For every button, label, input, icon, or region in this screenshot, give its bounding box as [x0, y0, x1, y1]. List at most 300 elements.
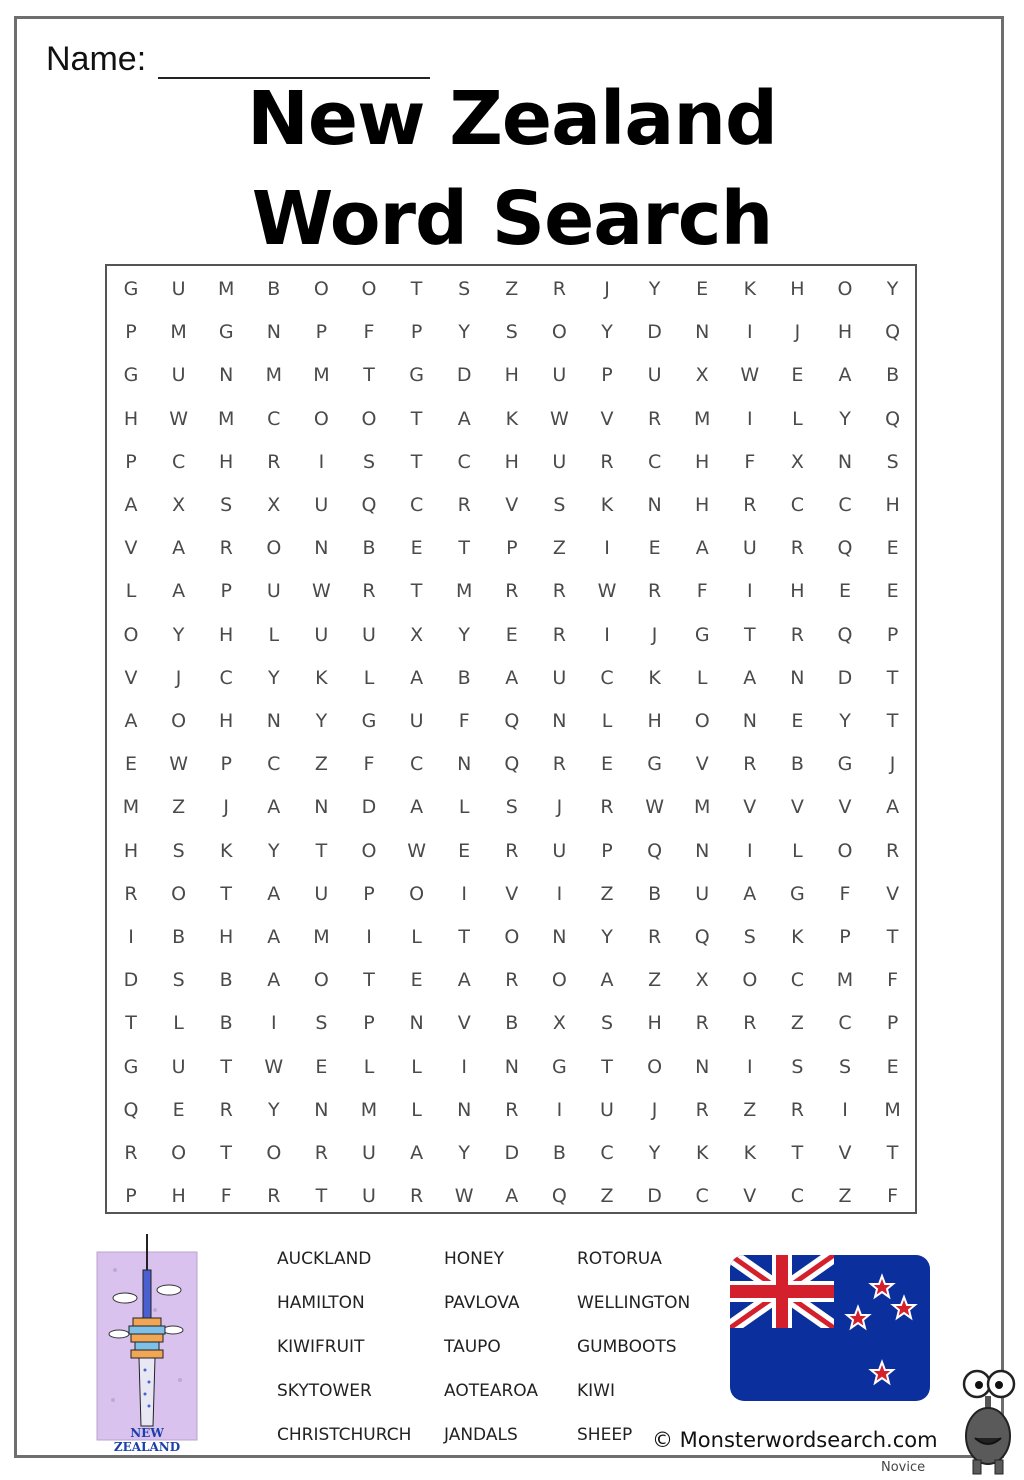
grid-letter[interactable]: X [172, 494, 186, 516]
grid-letter[interactable]: O [837, 278, 853, 300]
grid-letter[interactable]: G [409, 364, 424, 387]
grid-letter[interactable]: B [267, 278, 281, 300]
grid-letter[interactable]: Z [838, 1185, 852, 1208]
grid-letter[interactable]: J [604, 278, 610, 300]
grid-letter[interactable]: D [456, 364, 472, 387]
grid-letter[interactable]: N [647, 494, 662, 516]
grid-letter[interactable]: X [410, 623, 424, 646]
grid-letter[interactable]: N [266, 321, 281, 344]
grid-letter[interactable]: M [265, 364, 282, 387]
grid-letter[interactable]: A [457, 969, 471, 992]
grid-letter[interactable]: J [556, 796, 563, 819]
grid-letter[interactable]: Q [885, 407, 901, 430]
grid-letter[interactable]: B [648, 882, 662, 905]
grid-letter[interactable]: G [361, 710, 377, 732]
grid-letter[interactable]: F [696, 580, 708, 603]
grid-letter[interactable]: S [553, 494, 566, 516]
grid-letter[interactable]: Y [601, 926, 613, 948]
grid-letter[interactable]: H [504, 450, 519, 473]
grid-letter[interactable]: Z [552, 537, 566, 560]
grid-letter[interactable]: C [457, 450, 471, 473]
grid-letter[interactable]: O [551, 321, 567, 344]
grid-letter[interactable]: N [314, 1098, 329, 1121]
grid-letter[interactable]: E [410, 537, 423, 560]
grid-letter[interactable]: O [171, 1142, 187, 1164]
grid-letter[interactable]: D [504, 1142, 520, 1164]
grid-letter[interactable]: I [746, 1055, 753, 1078]
grid-letter[interactable]: L [458, 796, 470, 819]
grid-letter[interactable]: C [838, 1012, 852, 1035]
grid-letter[interactable]: W [645, 796, 664, 819]
grid-letter[interactable]: R [647, 926, 662, 948]
grid-letter[interactable]: U [600, 1098, 614, 1121]
grid-letter[interactable]: U [552, 364, 567, 387]
grid-letter[interactable]: N [695, 1055, 710, 1078]
grid-letter[interactable]: W [311, 580, 331, 603]
grid-letter[interactable]: I [556, 882, 563, 905]
grid-letter[interactable]: W [264, 1055, 284, 1078]
grid-letter[interactable]: R [219, 1098, 233, 1121]
grid-letter[interactable]: Y [648, 278, 661, 300]
grid-letter[interactable]: U [409, 710, 424, 732]
grid-letter[interactable]: C [171, 450, 186, 473]
grid-letter[interactable]: A [410, 796, 424, 819]
grid-letter[interactable]: Q [504, 710, 520, 732]
grid-letter[interactable]: R [600, 450, 614, 473]
grid-letter[interactable]: H [790, 580, 805, 603]
grid-letter[interactable]: L [268, 623, 280, 646]
grid-letter[interactable]: T [458, 537, 470, 560]
grid-letter[interactable]: D [123, 969, 139, 992]
grid-letter[interactable]: Q [694, 926, 710, 948]
grid-letter[interactable]: T [410, 407, 423, 430]
grid-letter[interactable]: T [791, 1142, 804, 1164]
grid-letter[interactable]: M [455, 580, 473, 603]
grid-letter[interactable]: Y [886, 278, 899, 300]
grid-letter[interactable]: F [363, 753, 375, 776]
grid-letter[interactable]: U [552, 666, 567, 689]
grid-letter[interactable]: J [223, 796, 229, 819]
grid-letter[interactable]: T [601, 1055, 613, 1078]
grid-letter[interactable]: L [792, 407, 803, 430]
grid-letter[interactable]: F [887, 1185, 899, 1208]
grid-letter[interactable]: N [552, 926, 567, 948]
grid-letter[interactable]: P [315, 321, 328, 344]
grid-letter[interactable]: I [128, 926, 134, 948]
grid-letter[interactable]: R [409, 1185, 424, 1208]
grid-letter[interactable]: X [695, 969, 709, 992]
grid-letter[interactable]: R [695, 1098, 709, 1121]
grid-letter[interactable]: Y [315, 710, 328, 732]
grid-letter[interactable]: Y [648, 1142, 661, 1164]
grid-letter[interactable]: U [742, 537, 757, 560]
grid-letter[interactable]: H [885, 494, 900, 516]
grid-letter[interactable]: E [315, 1055, 328, 1078]
grid-letter[interactable]: U [314, 882, 329, 905]
grid-letter[interactable]: S [838, 1055, 852, 1078]
grid-letter[interactable]: N [695, 839, 710, 862]
grid-letter[interactable]: O [409, 882, 425, 905]
grid-letter[interactable]: Y [839, 407, 851, 430]
grid-letter[interactable]: R [647, 407, 662, 430]
grid-letter[interactable]: L [411, 926, 422, 948]
grid-letter[interactable]: B [505, 1012, 519, 1035]
grid-letter[interactable]: Y [267, 666, 280, 689]
grid-letter[interactable]: S [220, 494, 233, 516]
grid-letter[interactable]: V [124, 537, 138, 560]
grid-letter[interactable]: B [790, 753, 804, 776]
grid-letter[interactable]: T [125, 1012, 137, 1035]
grid-letter[interactable]: I [366, 926, 372, 948]
grid-letter[interactable]: B [886, 364, 900, 387]
grid-letter[interactable]: E [886, 537, 899, 560]
grid-letter[interactable]: C [600, 1142, 614, 1164]
grid-letter[interactable]: E [791, 364, 804, 387]
grid-letter[interactable]: A [267, 926, 281, 948]
grid-letter[interactable]: M [313, 364, 330, 387]
grid-letter[interactable]: O [123, 623, 139, 646]
grid-letter[interactable]: R [267, 1185, 281, 1208]
grid-letter[interactable]: V [743, 796, 757, 819]
grid-letter[interactable]: K [695, 1142, 709, 1164]
grid-letter[interactable]: W [740, 364, 760, 387]
grid-letter[interactable]: P [506, 537, 518, 560]
grid-letter[interactable]: T [363, 969, 375, 992]
grid-letter[interactable]: H [123, 407, 139, 430]
grid-letter[interactable]: L [363, 1055, 375, 1078]
grid-letter[interactable]: N [457, 753, 472, 776]
grid-letter[interactable]: D [837, 666, 853, 689]
grid-letter[interactable]: D [647, 321, 662, 344]
grid-letter[interactable]: K [648, 666, 661, 689]
grid-letter[interactable]: A [172, 580, 186, 603]
grid-letter[interactable]: A [600, 969, 614, 992]
grid-letter[interactable]: T [315, 1185, 328, 1208]
grid-letter[interactable]: H [219, 926, 234, 948]
grid-letter[interactable]: R [647, 580, 662, 603]
grid-letter[interactable]: P [220, 753, 232, 776]
grid-letter[interactable]: C [600, 666, 614, 689]
grid-letter[interactable]: Z [648, 969, 662, 992]
grid-letter[interactable]: P [125, 450, 137, 473]
grid-letter[interactable]: R [743, 1012, 757, 1035]
grid-letter[interactable]: R [743, 494, 757, 516]
grid-letter[interactable]: T [220, 1055, 232, 1078]
grid-letter[interactable]: M [884, 1098, 901, 1121]
grid-letter[interactable]: T [315, 839, 328, 862]
grid-letter[interactable]: H [790, 278, 805, 300]
grid-letter[interactable]: Y [267, 839, 280, 862]
grid-letter[interactable]: V [695, 753, 709, 776]
grid-letter[interactable]: C [409, 753, 424, 776]
grid-letter[interactable]: R [743, 753, 757, 776]
grid-letter[interactable]: Y [458, 1142, 470, 1164]
grid-letter[interactable]: T [410, 450, 423, 473]
grid-letter[interactable]: B [457, 666, 471, 689]
grid-letter[interactable]: X [695, 364, 709, 387]
grid-letter[interactable]: B [362, 537, 376, 560]
grid-letter[interactable]: U [695, 882, 710, 905]
grid-letter[interactable]: V [886, 882, 900, 905]
grid-letter[interactable]: A [695, 537, 709, 560]
grid-letter[interactable]: M [313, 926, 330, 948]
grid-letter[interactable]: Z [314, 753, 328, 776]
grid-letter[interactable]: E [648, 537, 661, 560]
grid-letter[interactable]: M [122, 796, 140, 819]
grid-letter[interactable]: H [219, 710, 234, 732]
grid-letter[interactable]: O [313, 407, 329, 430]
grid-letter[interactable]: L [363, 666, 375, 689]
grid-letter[interactable]: N [219, 364, 234, 387]
grid-letter[interactable]: K [219, 839, 233, 862]
grid-letter[interactable]: H [695, 494, 710, 516]
grid-letter[interactable]: W [169, 753, 188, 776]
grid-letter[interactable]: A [505, 1185, 519, 1208]
grid-letter[interactable]: M [170, 321, 187, 344]
grid-letter[interactable]: V [505, 882, 519, 905]
grid-letter[interactable]: S [886, 450, 899, 473]
grid-letter[interactable]: E [410, 969, 423, 992]
grid-letter[interactable]: T [886, 710, 899, 732]
grid-letter[interactable]: R [552, 623, 566, 646]
grid-letter[interactable]: P [601, 364, 613, 387]
grid-letter[interactable]: Y [458, 623, 470, 646]
grid-letter[interactable]: U [171, 278, 186, 300]
grid-letter[interactable]: S [743, 926, 756, 948]
grid-letter[interactable]: T [743, 623, 756, 646]
grid-letter[interactable]: W [169, 407, 188, 430]
grid-letter[interactable]: H [647, 710, 662, 732]
grid-letter[interactable]: N [314, 537, 329, 560]
grid-letter[interactable]: Z [600, 1185, 614, 1208]
grid-letter[interactable]: N [504, 1055, 519, 1078]
grid-letter[interactable]: U [314, 494, 329, 516]
grid-letter[interactable]: R [124, 882, 138, 905]
grid-letter[interactable]: Z [172, 796, 186, 819]
grid-letter[interactable]: V [838, 1142, 852, 1164]
grid-letter[interactable]: Q [123, 1098, 139, 1121]
grid-letter[interactable]: S [458, 278, 471, 300]
grid-letter[interactable]: R [219, 537, 233, 560]
grid-letter[interactable]: H [837, 321, 853, 344]
grid-letter[interactable]: F [744, 450, 756, 473]
grid-letter[interactable]: Y [172, 623, 185, 646]
grid-letter[interactable]: A [410, 1142, 424, 1164]
grid-letter[interactable]: P [886, 1012, 899, 1035]
grid-letter[interactable]: Q [551, 1185, 567, 1208]
grid-letter[interactable]: B [172, 926, 186, 948]
grid-letter[interactable]: V [600, 407, 614, 430]
grid-letter[interactable]: F [458, 710, 470, 732]
grid-letter[interactable]: E [600, 753, 613, 776]
grid-letter[interactable]: A [124, 710, 138, 732]
grid-letter[interactable]: F [363, 321, 375, 344]
grid-letter[interactable]: W [597, 580, 617, 603]
grid-letter[interactable]: N [266, 710, 281, 732]
grid-letter[interactable]: N [409, 1012, 424, 1035]
grid-letter[interactable]: G [123, 1055, 139, 1078]
grid-letter[interactable]: A [267, 969, 281, 992]
grid-letter[interactable]: H [647, 1012, 662, 1035]
grid-letter[interactable]: R [552, 580, 566, 603]
grid-letter[interactable]: L [411, 1055, 422, 1078]
grid-letter[interactable]: R [695, 1012, 709, 1035]
grid-letter[interactable]: V [838, 796, 852, 819]
grid-letter[interactable]: X [552, 1012, 566, 1035]
grid-letter[interactable]: G [123, 278, 139, 300]
grid-letter[interactable]: A [172, 537, 186, 560]
grid-letter[interactable]: M [217, 407, 235, 430]
grid-letter[interactable]: U [314, 623, 329, 646]
grid-letter[interactable]: C [219, 666, 233, 689]
grid-letter[interactable]: O [361, 278, 377, 300]
grid-letter[interactable]: L [601, 710, 613, 732]
grid-letter[interactable]: K [315, 666, 328, 689]
grid-letter[interactable]: O [551, 969, 567, 992]
grid-letter[interactable]: G [790, 882, 805, 905]
grid-letter[interactable]: I [746, 407, 753, 430]
grid-letter[interactable]: N [552, 710, 567, 732]
grid-letter[interactable]: R [457, 494, 471, 516]
grid-letter[interactable]: R [885, 839, 900, 862]
grid-letter[interactable]: T [886, 926, 899, 948]
grid-letter[interactable]: D [361, 796, 377, 819]
grid-letter[interactable]: U [171, 1055, 186, 1078]
grid-letter[interactable]: G [218, 321, 234, 344]
grid-letter[interactable]: U [266, 580, 281, 603]
grid-letter[interactable]: Q [885, 321, 901, 344]
grid-letter[interactable]: P [125, 1185, 137, 1208]
grid-letter[interactable]: T [363, 364, 375, 387]
grid-letter[interactable]: S [315, 1012, 328, 1035]
grid-letter[interactable]: O [266, 537, 282, 560]
grid-letter[interactable]: P [220, 580, 232, 603]
grid-letter[interactable]: U [362, 623, 376, 646]
grid-letter[interactable]: U [552, 450, 567, 473]
grid-letter[interactable]: N [790, 666, 805, 689]
grid-letter[interactable]: P [363, 882, 375, 905]
grid-letter[interactable]: C [790, 969, 805, 992]
grid-letter[interactable]: O [504, 926, 520, 948]
grid-letter[interactable]: J [651, 623, 658, 646]
grid-letter[interactable]: Y [839, 710, 851, 732]
grid-letter[interactable]: L [173, 1012, 184, 1035]
grid-letter[interactable]: C [267, 407, 281, 430]
grid-letter[interactable]: C [695, 1185, 709, 1208]
grid-letter[interactable]: I [604, 623, 610, 646]
grid-letter[interactable]: R [790, 1098, 804, 1121]
grid-letter[interactable]: L [125, 580, 137, 603]
grid-letter[interactable]: F [839, 882, 851, 905]
grid-letter[interactable]: E [696, 278, 709, 300]
grid-letter[interactable]: N [742, 710, 757, 732]
grid-letter[interactable]: O [837, 839, 853, 862]
grid-letter[interactable]: P [363, 1012, 375, 1035]
grid-letter[interactable]: Y [458, 321, 470, 344]
grid-letter[interactable]: P [886, 623, 899, 646]
grid-letter[interactable]: E [838, 580, 851, 603]
grid-letter[interactable]: S [505, 321, 518, 344]
grid-letter[interactable]: A [457, 407, 471, 430]
grid-letter[interactable]: K [600, 494, 614, 516]
grid-letter[interactable]: P [410, 321, 423, 344]
grid-letter[interactable]: B [552, 1142, 566, 1164]
grid-letter[interactable]: D [647, 1185, 662, 1208]
grid-letter[interactable]: P [839, 926, 851, 948]
grid-letter[interactable]: A [886, 796, 900, 819]
grid-letter[interactable]: A [505, 666, 519, 689]
grid-letter[interactable]: O [313, 278, 329, 300]
grid-letter[interactable]: H [219, 623, 234, 646]
grid-letter[interactable]: R [124, 1142, 138, 1164]
grid-letter[interactable]: K [505, 407, 519, 430]
grid-letter[interactable]: T [220, 1142, 232, 1164]
grid-letter[interactable]: J [794, 321, 801, 344]
grid-letter[interactable]: V [124, 666, 138, 689]
grid-letter[interactable]: R [505, 839, 519, 862]
grid-letter[interactable]: I [461, 1055, 467, 1078]
grid-letter[interactable]: F [887, 969, 899, 992]
grid-letter[interactable]: T [410, 278, 423, 300]
grid-letter[interactable]: O [361, 839, 377, 862]
grid-letter[interactable]: L [411, 1098, 422, 1121]
grid-letter[interactable]: C [838, 494, 852, 516]
grid-letter[interactable]: I [746, 321, 753, 344]
grid-letter[interactable]: M [836, 969, 854, 992]
grid-letter[interactable]: H [504, 364, 519, 387]
grid-letter[interactable]: A [267, 796, 281, 819]
grid-letter[interactable]: U [647, 364, 662, 387]
grid-letter[interactable]: T [886, 666, 899, 689]
grid-letter[interactable]: R [505, 1098, 519, 1121]
grid-letter[interactable]: G [837, 753, 853, 776]
grid-letter[interactable]: N [314, 796, 329, 819]
grid-letter[interactable]: O [361, 407, 377, 430]
grid-letter[interactable]: C [267, 753, 281, 776]
grid-letter[interactable]: Y [267, 1098, 280, 1121]
grid-letter[interactable]: M [217, 278, 235, 300]
grid-letter[interactable]: R [790, 623, 804, 646]
grid-letter[interactable]: I [270, 1012, 277, 1035]
grid-letter[interactable]: S [172, 839, 185, 862]
grid-letter[interactable]: H [123, 839, 139, 862]
grid-letter[interactable]: B [219, 969, 233, 992]
grid-letter[interactable]: U [362, 1142, 376, 1164]
grid-letter[interactable]: P [601, 839, 613, 862]
grid-letter[interactable]: R [267, 450, 281, 473]
grid-letter[interactable]: O [171, 710, 187, 732]
grid-letter[interactable]: Y [601, 321, 613, 344]
grid-letter[interactable]: T [458, 926, 470, 948]
grid-letter[interactable]: R [362, 580, 376, 603]
grid-letter[interactable]: I [746, 580, 753, 603]
grid-letter[interactable]: O [266, 1142, 282, 1164]
grid-letter[interactable]: M [693, 407, 711, 430]
grid-letter[interactable]: H [695, 450, 710, 473]
grid-letter[interactable]: N [695, 321, 710, 344]
grid-letter[interactable]: Q [504, 753, 520, 776]
grid-letter[interactable]: C [409, 494, 424, 516]
grid-letter[interactable]: N [837, 450, 853, 473]
name-blank-line[interactable] [158, 43, 430, 79]
grid-letter[interactable]: V [790, 796, 804, 819]
grid-letter[interactable]: R [552, 278, 566, 300]
grid-letter[interactable]: A [743, 666, 757, 689]
grid-letter[interactable]: U [171, 364, 186, 387]
grid-letter[interactable]: V [743, 1185, 757, 1208]
grid-letter[interactable]: O [647, 1055, 663, 1078]
grid-letter[interactable]: A [743, 882, 757, 905]
